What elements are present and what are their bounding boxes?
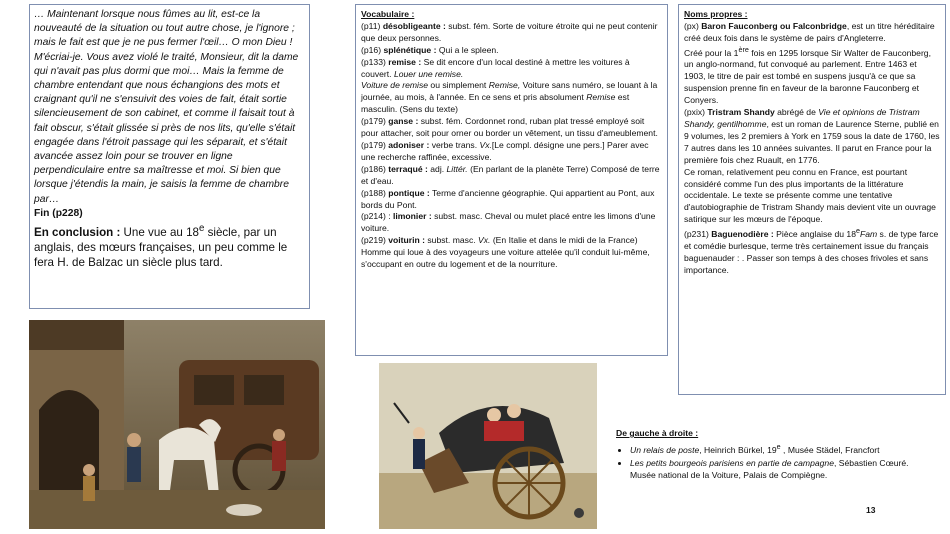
vocabulaire-entry	[361, 140, 662, 164]
vocabulaire-entry	[361, 57, 662, 81]
conclusion-sup: e	[198, 223, 205, 235]
vocabulaire-entry	[361, 164, 662, 188]
vocabulaire-ref: (p186)	[361, 163, 389, 174]
conclusion-text-a: Une vue au 18	[120, 225, 199, 239]
vocabulaire-def-italic: Littér.	[446, 163, 468, 174]
nom-propre-def: abrégé de	[774, 107, 819, 118]
vocabulaire-ref: (p11)	[361, 20, 383, 31]
vocabulaire-def-italic: Remise	[586, 92, 616, 103]
nom-propre-term: Baron Fauconberg ou Falconbridge	[701, 20, 847, 31]
vocabulaire-term: terraqué :	[388, 163, 428, 174]
vocabulaire-entry	[361, 235, 662, 271]
vocabulaire-entry	[361, 45, 662, 57]
vocabulaire-ref: (p179)	[361, 116, 389, 127]
vocabulaire-box	[355, 4, 668, 356]
nom-propre-def: fois en 1295 lorsque Sir Walter de Fauconberg, un anglo-normand, fut convoqué au parlement. Entre 1463 et 1903, le titre de pair est tombé en suspens jusqu'à ce que sa suspension prenne fin en faveur de la baronne Fauconberg et Conyers.	[684, 47, 931, 106]
vocabulaire-def-italic: Louer une remise.	[393, 68, 464, 79]
nom-propre-sup: ère	[738, 45, 749, 54]
nom-propre-entry	[684, 21, 940, 45]
vocabulaire-entry	[361, 80, 662, 116]
vocabulaire-ref: (p188)	[361, 187, 389, 198]
nom-propre-ref: (px)	[684, 20, 702, 31]
nom-propre-def: , est un roman de Laurence Sterne, publié en 9 volumes, les 2 premiers à York en 1759 sous la date de 1760, les 7 autres dans les 10 années suivantes. Il parut en France pour la première fois chez Ruault, en 1776.	[684, 119, 940, 165]
nom-propre-term: Tristram Shandy	[707, 107, 775, 118]
vocabulaire-def: Qui a le spleen.	[436, 44, 499, 55]
vocabulaire-term: splénétique :	[383, 44, 437, 55]
vocabulaire-term: ganse :	[388, 116, 419, 127]
caption-item	[630, 458, 936, 482]
quote-fin: Fin (p228)	[34, 207, 83, 219]
vocabulaire-term: remise :	[388, 56, 422, 67]
vocabulaire-def: Voiture sans numéro, se louant à la journée, au mois, à l'année. En ce sens et pris absolument	[361, 80, 658, 103]
painting-relais-de-poste	[29, 320, 325, 529]
vocabulaire-def: subst. fém. Cordonnet rond, ruban plat tressé employé soit pour attacher, soit pour orner ou border un vêtement, un tissu d'ameublement.	[361, 116, 658, 139]
vocabulaire-entry	[361, 188, 662, 212]
vocabulaire-ref: (p179)	[361, 139, 389, 150]
nom-propre-def-italic: Fam	[859, 229, 878, 240]
vocabulaire-ref: (p16)	[361, 44, 384, 55]
nom-propre-def: Ce roman, relativement peu connu en France, est pourtant considéré comme l'un des plus importants de la littérature occidentale. Le texte se présente comme une tentative d'autobiographie de Tristram Shandy mais devient vite un ouvrage satirique sur les mœurs de l'époque.	[684, 166, 936, 225]
nom-propre-entry	[684, 107, 940, 167]
conclusion-text-b: siècle, par un anglais, des mœurs françaises, un peu comme le fera H. de Balzac un siècle plus tard.	[34, 225, 288, 269]
vocabulaire-def: verbe trans.	[429, 139, 480, 150]
vocabulaire-term: adoniser :	[388, 139, 430, 150]
caption-sup: e	[776, 442, 781, 451]
nom-propre-entry	[684, 167, 940, 227]
page-number: 13	[866, 505, 876, 515]
noms-propres-box	[678, 4, 946, 395]
caption-text: , Sébastien Cœuré. Musée national de la Voiture, Palais de Compiègne.	[630, 458, 909, 481]
vocabulaire-entry	[361, 211, 662, 235]
painting-petits-bourgeois	[379, 363, 597, 529]
vocabulaire-def: [Le compl. désigne une pers.] Parer avec une recherche raffinée, excessive.	[361, 139, 649, 162]
nom-propre-term: Baguenodière :	[711, 229, 774, 240]
quote-box	[29, 4, 310, 309]
nom-propre-def: , est un titre héréditaire créé deux fois dans le système de pairs d'Angleterre.	[684, 20, 935, 43]
vocabulaire-ref: (p219)	[361, 235, 389, 246]
vocabulaire-def: (En parlant de la planète Terre) Composé de terre et d'eau.	[361, 163, 660, 186]
nom-propre-def-italic: Vie et opinions de Tristram Shandy, gentilhomme	[684, 107, 920, 130]
conclusion	[34, 221, 305, 270]
vocabulaire-def-italic: Vx.	[478, 235, 491, 246]
vocabulaire-def: subst. fém. Sorte de voiture étroite qui ne peut contenir que deux personnes.	[361, 20, 658, 43]
vocabulaire-def-italic: Voiture de remise	[361, 80, 429, 91]
vocabulaire-term: limonier :	[393, 211, 432, 222]
vocabulaire-def: Terme d'ancienne géographie. Qui appartient au Pont, aux bords du Pont.	[361, 187, 655, 210]
vocabulaire-term: désobligeante :	[382, 20, 446, 31]
vocabulaire-def: Se dit encore d'un local destiné à mettre les voitures à couvert.	[361, 56, 630, 79]
caption-title: Un relais de poste	[630, 444, 700, 455]
vocabulaire-def: subst. masc.	[425, 235, 479, 246]
painting-petits-bourgeois-image	[379, 363, 597, 529]
vocabulaire-def-italic: Remise,	[488, 80, 521, 91]
painting-relais-de-poste-image	[29, 320, 325, 529]
nom-propre-sup: e	[855, 227, 860, 236]
vocabulaire-def: ou simplement	[428, 80, 489, 91]
vocabulaire-entry	[361, 21, 662, 45]
nom-propre-ref: (p231)	[684, 229, 712, 240]
vocabulaire-def: adj.	[427, 163, 447, 174]
vocabulaire-list	[361, 21, 662, 271]
vocabulaire-def: (En Italie et dans le midi de la France) Homme qui loue à des voyageurs une voiture attelée qu'il conduit lui-même, s'occupant en outre du logement et de la nourriture.	[361, 235, 650, 270]
caption-text-2: , Musée Städel, Francfort	[780, 444, 880, 455]
nom-propre-def: Créé pour la 1	[684, 47, 739, 58]
captions-list	[616, 442, 936, 482]
vocabulaire-def-italic: Vx.	[479, 139, 492, 150]
nom-propre-ref: (pxix)	[684, 107, 708, 118]
vocabulaire-ref: (p214) :	[361, 211, 394, 222]
image-captions	[616, 428, 936, 484]
vocabulaire-def: subst. masc. Cheval ou mulet placé entre les limons d'une voiture.	[361, 211, 656, 234]
caption-title: Les petits bourgeois parisiens en partie de campagne	[630, 458, 834, 469]
vocabulaire-ref: (p133)	[361, 56, 389, 67]
caption-item	[630, 442, 936, 457]
nom-propre-def: s. de type farce et comédie burlesque, terme très certainement issue du français baguenauder :	[684, 229, 939, 263]
nom-propre-def: . Passer son temps à des choses frivoles et sans importance.	[684, 252, 929, 275]
noms-propres-list	[684, 21, 940, 277]
conclusion-label: En conclusion :	[34, 225, 121, 239]
nom-propre-entry	[684, 45, 940, 107]
nom-propre-def: Pièce anglaise du 18	[773, 229, 856, 240]
captions-title: De gauche à droite :	[616, 428, 699, 438]
vocabulaire-term: voiturin :	[388, 235, 425, 246]
vocabulaire-title: Vocabulaire :	[361, 9, 415, 19]
vocabulaire-term: pontique :	[388, 187, 430, 198]
vocabulaire-def: est masculin. (Sens du texte)	[361, 92, 630, 115]
caption-text: , Heinrich Bürkel, 19	[699, 444, 777, 455]
nom-propre-entry	[684, 226, 940, 276]
vocabulaire-entry	[361, 116, 662, 140]
quote-text: … Maintenant lorsque nous fûmes au lit, est-ce la nouveauté de la situation ou tout autre chose, je l'ignore ; mais le fait est que je ne pus fermer l'œil… O mon Dieu ! M'écriai-je. Vous avez violé le traité, Monsieur, dit la dame qui n'avait pas plus dormi que moi… Mais la femme de chambre entendant que nous échangions des mots et craignant qu'il ne s'ensuivit des voies de fait, était sortie silencieusement de son cabinet, et comme il faisait tout à fait obscur, s'était glissée si près de nos lits, qu'elle s'était engagée dans l'étroit passage qui les séparait, et s'était avancée assez loin pour se trouver en ligne perpendiculaire entre sa maîtresse et moi. Si bien que lorsque j'étendis la main, je saisis la femme de chambre par…	[34, 9, 299, 205]
noms-propres-title: Noms propres :	[684, 9, 748, 19]
